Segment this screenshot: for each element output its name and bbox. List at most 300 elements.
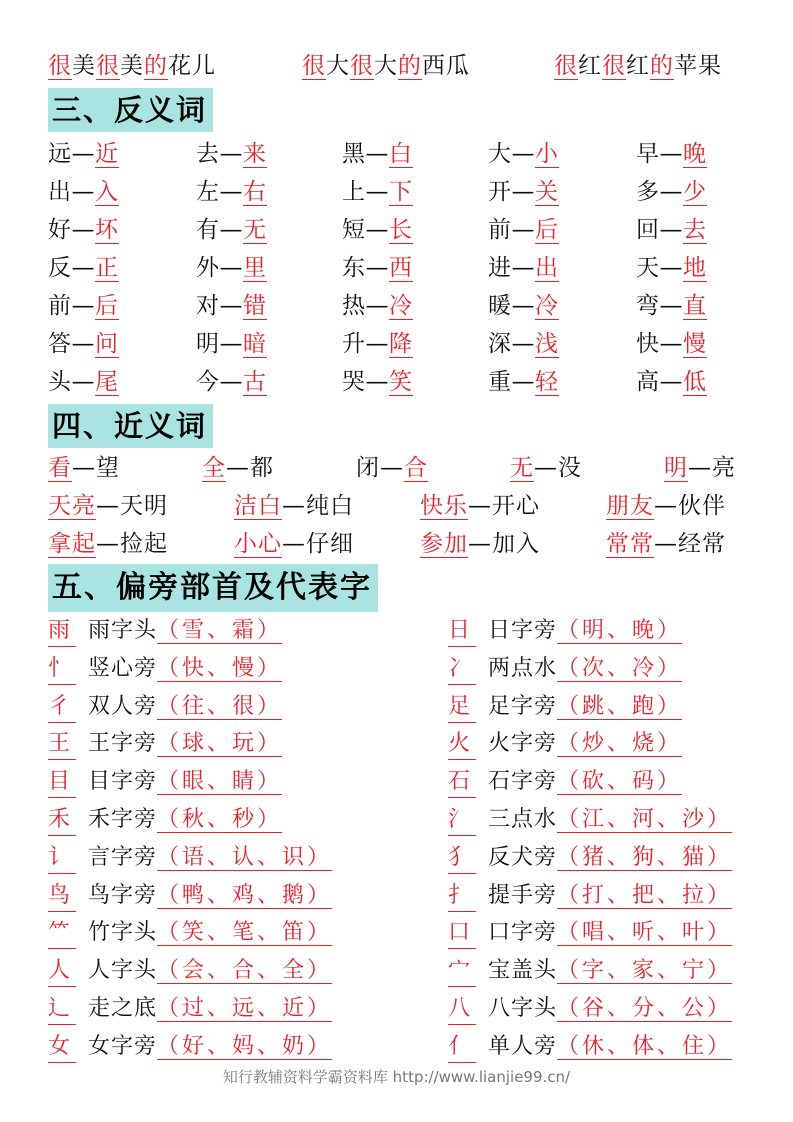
dash: — [219,331,243,357]
dash: — [219,369,243,395]
given-char: 对 [196,293,220,319]
antonym-pair [196,366,267,398]
radical-char: ⺮ [48,918,76,949]
dash: — [365,141,389,167]
dash: — [219,141,243,167]
section-4-heading: 四、近义词 [48,404,213,448]
example-chars: （休、体、住） [557,1033,733,1059]
example-chars: （字、家、宁） [557,958,733,984]
answer-word: 天亮 [48,493,96,519]
synonym-pair [606,528,726,560]
answer-char: 小 [535,141,559,167]
answer-char: 坏 [95,217,119,243]
radical-row [448,881,732,912]
dash: — [534,455,558,481]
synonym-pair [48,452,120,484]
radical-char: 女 [48,1032,76,1063]
antonym-pair [342,214,413,246]
radical-name: 日字旁 [488,618,558,643]
answer-word: 合 [404,455,428,481]
radical-char: 禾 [48,805,76,836]
radical-name: 王字旁 [88,731,158,757]
radical-char: 氵 [448,805,476,836]
answer-word: 小心 [234,531,282,557]
given-word: 都 [250,455,274,481]
dash: — [365,331,389,357]
radical-char: 王 [48,729,76,760]
radical-row [48,918,332,949]
antonym-pair [196,176,267,208]
answer-char: 里 [243,255,267,281]
radical-char: 宀 [448,956,476,987]
radical-char: 讠 [48,843,76,874]
radical-name: 鸟字旁 [88,882,158,908]
given-char: 开 [488,179,512,205]
radical-row [48,994,332,1025]
dash: — [71,141,95,167]
radical-row [48,843,332,874]
synonym-pair [356,452,428,484]
synonym-pair [420,528,540,560]
answer-char: 地 [683,255,707,281]
example-chars: （明、晚） [557,618,683,643]
radical-row [448,805,732,836]
given-char: 天 [636,255,660,281]
antonym-pair [196,328,267,360]
phrase-3 [554,48,722,84]
antonym-pair [48,252,119,284]
example-chars: （江、河、沙） [557,807,733,832]
given-char: 短 [342,217,366,243]
given-char: 红 [578,53,602,79]
synonym-pair [510,452,582,484]
synonym-pair [234,528,354,560]
dash: — [72,455,96,481]
dash: — [654,531,678,557]
example-chars: （秋、秒） [157,807,283,832]
dash: — [380,455,404,481]
answer-char: 很 [350,53,374,79]
radical-name: 单人旁 [488,1033,558,1059]
answer-word: 常常 [606,531,654,557]
answer-word: 参加 [420,531,468,557]
answer-char: 入 [95,179,119,205]
dash: — [511,141,535,167]
synonym-pair [606,490,726,522]
example-chars: （好、妈、奶） [157,1033,333,1059]
answer-char: 轻 [535,369,559,395]
dash: — [365,293,389,319]
example-chars: （语、认、识） [157,844,333,870]
answer-char: 很 [554,53,578,79]
dash: — [219,255,243,281]
given-word: 没 [558,455,582,481]
dash: — [659,331,683,357]
phrase-2 [302,48,470,84]
answer-word: 洁白 [234,493,282,519]
radical-char: 犭 [448,843,476,874]
radical-char: 口 [448,918,476,949]
given-char: 头 [48,369,72,395]
dash: — [365,179,389,205]
example-chars: （猪、狗、猫） [557,844,733,870]
example-chars: （次、冷） [557,655,683,681]
given-char: 哭 [342,369,366,395]
answer-word: 看 [48,455,72,481]
dash: — [365,217,389,243]
dash: — [511,293,535,319]
dash: — [71,179,95,205]
radical-row [448,767,682,798]
antonym-pair [196,290,267,322]
phrase-1 [48,48,216,84]
dash: — [96,493,120,519]
radical-name: 走之底 [88,996,158,1021]
example-chars: （会、合、全） [157,958,333,984]
antonym-pair [342,176,413,208]
radical-char: 鸟 [48,881,76,912]
antonym-pair [488,328,559,360]
radical-name: 两点水 [488,655,558,681]
radical-row [448,918,732,949]
antonym-pair [48,366,119,398]
answer-char: 后 [535,217,559,243]
radical-char: 辶 [48,994,76,1025]
dash: — [282,531,306,557]
dash: — [71,293,95,319]
dash: — [71,331,95,357]
answer-char: 暗 [243,331,267,357]
synonym-pair [48,490,168,522]
dash: — [468,531,492,557]
given-char: 黑 [342,141,366,167]
answer-char: 晚 [683,141,707,167]
radical-char: 人 [48,956,76,987]
example-chars: （往、很） [157,693,283,719]
dash: — [468,493,492,519]
radical-char: 火 [448,729,476,760]
dash: — [226,455,250,481]
given-char: 反 [48,255,72,281]
given-char: 出 [48,179,72,205]
example-chars: （快、慢） [157,655,283,681]
answer-char: 的 [650,53,674,79]
dash: — [219,179,243,205]
answer-char: 浅 [535,331,559,357]
dash: — [654,493,678,519]
antonym-pair [48,328,119,360]
example-chars: （眼、睛） [157,769,283,795]
radical-char: 冫 [448,654,476,685]
answer-char: 很 [96,53,120,79]
answer-word: 无 [510,455,534,481]
answer-char: 慢 [683,331,707,357]
answer-char: 的 [398,53,422,79]
given-char: 外 [196,255,220,281]
radical-name: 目字旁 [88,769,158,795]
radical-char: 石 [448,767,476,798]
given-word: 捡起 [120,531,168,557]
antonym-pair [342,252,413,284]
given-char: 进 [488,255,512,281]
answer-char: 正 [95,255,119,281]
given-char: 大 [374,53,398,79]
antonym-pair [342,366,413,398]
answer-char: 西 [389,255,413,281]
example-chars: （炒、烧） [557,731,683,757]
radical-row [448,1032,732,1063]
answer-char: 来 [243,141,267,167]
radical-row [448,729,682,760]
dash: — [219,217,243,243]
given-char: 回 [636,217,660,243]
given-char: 东 [342,255,366,281]
dash: — [688,455,712,481]
radical-row [48,616,282,647]
given-char: 快 [636,331,660,357]
answer-char: 冷 [389,293,413,319]
synonym-pair [420,490,540,522]
given-word: 苹果 [674,53,722,79]
section-5-heading: 五、偏旁部首及代表字 [48,564,378,612]
answer-char: 很 [602,53,626,79]
antonym-pair [636,290,707,322]
answer-char: 的 [144,53,168,79]
answer-char: 关 [535,179,559,205]
radical-name: 双人旁 [88,693,158,719]
given-word: 西瓜 [422,53,470,79]
antonym-pair [196,214,267,246]
dash: — [511,179,535,205]
top-phrase-row [48,48,768,84]
antonym-pair [636,328,707,360]
answer-char: 尾 [95,369,119,395]
given-word: 经常 [678,531,726,557]
given-word: 亮 [712,455,736,481]
radical-name: 足字旁 [488,693,558,719]
answer-char: 很 [302,53,326,79]
radical-row [448,994,732,1025]
given-char: 远 [48,141,72,167]
given-char: 美 [72,53,96,79]
given-word: 闭 [356,455,380,481]
answer-char: 错 [243,293,267,319]
radical-char: 八 [448,994,476,1025]
radical-char: 日 [448,616,476,647]
answer-char: 降 [389,331,413,357]
answer-char: 近 [95,141,119,167]
given-char: 明 [196,331,220,357]
antonym-pair [48,290,119,322]
given-char: 好 [48,217,72,243]
radical-name: 反犬旁 [488,844,558,870]
dash: — [71,255,95,281]
given-char: 大 [488,141,512,167]
dash: — [659,141,683,167]
radical-name: 提手旁 [488,882,558,908]
radical-row [48,654,282,685]
dash: — [511,331,535,357]
answer-word: 朋友 [606,493,654,519]
given-char: 前 [48,293,72,319]
antonym-pair [488,252,559,284]
answer-char: 下 [389,179,413,205]
synonym-pair [234,490,354,522]
given-word: 花儿 [168,53,216,79]
answer-char: 右 [243,179,267,205]
radical-char: 目 [48,767,76,798]
answer-word: 快乐 [420,493,468,519]
antonym-pair [196,252,267,284]
given-char: 早 [636,141,660,167]
radical-row [48,1032,332,1063]
dash: — [511,369,535,395]
given-char: 热 [342,293,366,319]
radical-char: 扌 [448,881,476,912]
antonym-pair [488,214,559,246]
dash: — [659,179,683,205]
dash: — [96,531,120,557]
answer-char: 白 [389,141,413,167]
dash: — [282,493,306,519]
antonym-pair [636,366,707,398]
answer-char: 出 [535,255,559,281]
radical-name: 竖心旁 [88,655,158,681]
radical-name: 竹字头 [88,920,158,946]
antonym-pair [488,138,559,170]
radical-char: 彳 [48,692,76,723]
radical-row [448,843,732,874]
dash: — [365,255,389,281]
given-char: 暖 [488,293,512,319]
antonym-pair [636,176,707,208]
answer-word: 拿起 [48,531,96,557]
radical-name: 石字旁 [488,769,558,795]
answer-char: 问 [95,331,119,357]
answer-char: 低 [683,369,707,395]
given-char: 今 [196,369,220,395]
example-chars: （唱、听、叶） [557,920,733,946]
answer-char: 古 [243,369,267,395]
radical-char: 足 [448,692,476,723]
given-char: 前 [488,217,512,243]
dash: — [659,217,683,243]
given-word: 仔细 [306,531,354,557]
dash: — [511,255,535,281]
given-word: 纯白 [306,493,354,519]
radical-row [48,881,332,912]
radical-row [48,805,282,836]
answer-char: 长 [389,217,413,243]
given-word: 望 [96,455,120,481]
antonym-pair [488,366,559,398]
radical-row [448,956,732,987]
example-chars: （打、把、拉） [557,882,733,908]
answer-word: 全 [202,455,226,481]
given-word: 开心 [492,493,540,519]
antonym-pair [636,138,707,170]
answer-char: 后 [95,293,119,319]
radical-row [48,956,332,987]
radical-char: 亻 [448,1032,476,1063]
example-chars: （鸭、鸡、鹅） [157,882,333,908]
radical-row [48,767,282,798]
radical-char: 忄 [48,654,76,685]
answer-char: 冷 [535,293,559,319]
given-char: 多 [636,179,660,205]
given-char: 高 [636,369,660,395]
radical-name: 火字旁 [488,731,558,757]
antonym-pair [488,290,559,322]
example-chars: （球、玩） [157,731,283,757]
given-char: 美 [120,53,144,79]
given-char: 升 [342,331,366,357]
antonym-pair [342,328,413,360]
synonym-pair [664,452,736,484]
given-char: 上 [342,179,366,205]
antonym-pair [342,290,413,322]
antonym-pair [342,138,413,170]
answer-char: 无 [243,217,267,243]
radical-name: 女字旁 [88,1033,158,1059]
answer-char: 很 [48,53,72,79]
dash: — [659,255,683,281]
radical-char: 雨 [48,616,76,647]
given-char: 弯 [636,293,660,319]
radical-name: 雨字头 [88,618,158,643]
given-word: 伙伴 [678,493,726,519]
radical-row [448,654,682,685]
example-chars: （过、远、近） [157,996,333,1021]
antonym-pair [48,176,119,208]
dash: — [71,369,95,395]
given-char: 红 [626,53,650,79]
example-chars: （砍、码） [557,769,683,795]
example-chars: （谷、分、公） [557,996,733,1021]
radical-row [48,692,282,723]
example-chars: （雪、霜） [157,618,283,643]
given-word: 加入 [492,531,540,557]
antonym-pair [636,252,707,284]
dash: — [219,293,243,319]
given-char: 重 [488,369,512,395]
radical-name: 言字旁 [88,844,158,870]
answer-char: 少 [683,179,707,205]
section-3-heading: 三、反义词 [48,88,213,132]
antonym-pair [48,214,119,246]
answer-char: 直 [683,293,707,319]
dash: — [511,217,535,243]
antonym-pair [196,138,267,170]
dash: — [659,369,683,395]
radical-name: 宝盖头 [488,958,558,984]
given-char: 答 [48,331,72,357]
given-char: 去 [196,141,220,167]
radical-name: 口字旁 [488,920,558,946]
antonym-pair [488,176,559,208]
answer-char: 笑 [389,369,413,395]
example-chars: （笑、笔、笛） [157,920,333,946]
radical-name: 人字头 [88,958,158,984]
footer-text: 知行教辅资料学霸资料库 http://www.lianjie99.cn/ [222,1068,571,1086]
answer-word: 明 [664,455,688,481]
synonym-pair [48,528,168,560]
example-chars: （跳、跑） [557,693,683,719]
dash: — [71,217,95,243]
radical-row [48,729,282,760]
given-char: 大 [326,53,350,79]
radical-name: 禾字旁 [88,807,158,832]
